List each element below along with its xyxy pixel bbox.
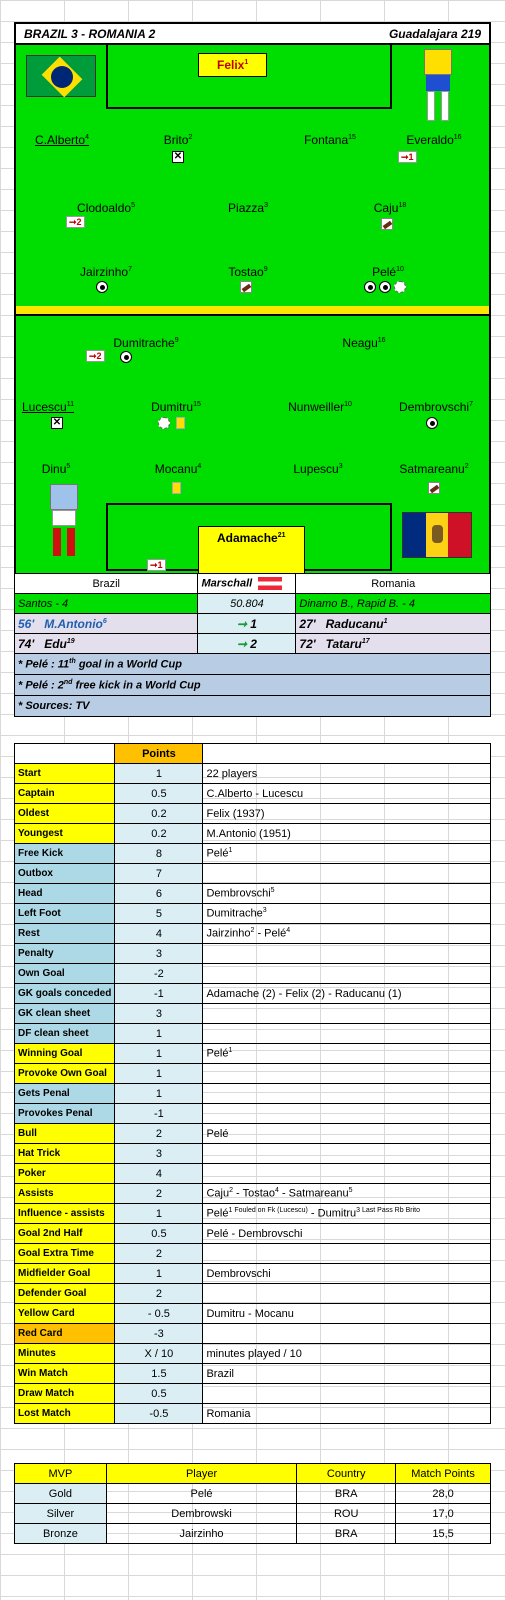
goal-ball-icon bbox=[426, 417, 438, 429]
sub-2-marker: ➞ 2 bbox=[198, 634, 296, 654]
points-detail: Pelé bbox=[203, 1124, 491, 1144]
points-detail bbox=[203, 1064, 491, 1084]
points-row bbox=[15, 1324, 491, 1344]
points-label: Midfielder Goal bbox=[15, 1264, 115, 1284]
points-row bbox=[15, 1204, 491, 1224]
points-detail bbox=[203, 964, 491, 984]
mvp-header: Player bbox=[106, 1464, 297, 1484]
points-row bbox=[15, 1184, 491, 1204]
points-row bbox=[15, 1364, 491, 1384]
points-value: 3 bbox=[115, 1144, 203, 1164]
player-piazza: Piazza$^3$ bbox=[228, 201, 268, 215]
points-detail bbox=[203, 1244, 491, 1264]
sub-arrow-icon: ➞2 bbox=[66, 216, 85, 228]
austria-flag-icon bbox=[258, 577, 282, 590]
points-label: Hat Trick bbox=[15, 1144, 115, 1164]
points-detail: Pelé - Dembrovschi bbox=[203, 1224, 491, 1244]
points-label: Goal 2nd Half bbox=[15, 1224, 115, 1244]
mvp-points: 28,0 bbox=[396, 1484, 491, 1504]
points-value: 6 bbox=[115, 884, 203, 904]
goal-ball-icon bbox=[96, 281, 108, 293]
player-nunweiller: Nunweiller$^{10}$ bbox=[288, 400, 352, 414]
points-label: Start bbox=[15, 764, 115, 784]
points-detail: Pelé$^{1 Fouled on Fk (Lucescu)}$ - Dumitru$^{3 Last Pass Rb Brito}$ bbox=[203, 1204, 491, 1224]
points-row bbox=[15, 1404, 491, 1424]
substitution-cross-icon: ✕ bbox=[52, 417, 62, 428]
points-detail: Caju$^2$ - Tostao$^4$ - Satmareanu$^5$ bbox=[203, 1184, 491, 1204]
points-value: 1 bbox=[115, 1024, 203, 1044]
points-value: 1 bbox=[115, 1204, 203, 1224]
player-dinu: Dinu$^5$ bbox=[41, 462, 71, 476]
match-venue: Guadalajara 219 bbox=[388, 27, 481, 41]
note-1: * Pelé : 11th goal in a World Cup bbox=[15, 654, 491, 675]
points-value: 1 bbox=[115, 764, 203, 784]
player-dumitru: Dumitru$^{15}$ bbox=[151, 400, 201, 414]
net-icon bbox=[394, 281, 406, 293]
away-sub-1: 27' Raducanu$^1$ bbox=[296, 614, 491, 634]
points-label: Goal Extra Time bbox=[15, 1244, 115, 1264]
points-value: X / 10 bbox=[115, 1344, 203, 1364]
points-detail: Dembrovschi$^5$ bbox=[203, 884, 491, 904]
points-detail: Jairzinho$^2$ - Pelé$^4$ bbox=[203, 924, 491, 944]
mvp-table bbox=[14, 1463, 491, 1544]
points-label: Bull bbox=[15, 1124, 115, 1144]
points-detail bbox=[203, 1164, 491, 1184]
points-detail bbox=[203, 1004, 491, 1024]
player-mocanu: Mocanu$^4$ bbox=[154, 462, 202, 476]
player-dumitrache: Dumitrache$^9$ bbox=[113, 336, 179, 350]
substitution-cross-icon: ✕ bbox=[173, 151, 183, 162]
goal-ball-icon bbox=[379, 281, 391, 293]
points-label: Win Match bbox=[15, 1364, 115, 1384]
match-header bbox=[14, 22, 491, 43]
points-detail bbox=[203, 1144, 491, 1164]
sub-arrow-icon: ➞1 bbox=[398, 151, 417, 163]
points-label: Winning Goal bbox=[15, 1044, 115, 1064]
points-detail: Dumitru - Mocanu bbox=[203, 1304, 491, 1324]
points-value: 1 bbox=[115, 1064, 203, 1084]
note-2: * Pelé : 2nd free kick in a World Cup bbox=[15, 675, 491, 696]
points-row bbox=[15, 1224, 491, 1244]
player-neagu: Neagu$^{16}$ bbox=[342, 336, 386, 350]
mvp-player: Jairzinho bbox=[106, 1524, 297, 1544]
player-dembrovschi: Dembrovschi$^7$ bbox=[399, 400, 473, 414]
points-row bbox=[15, 864, 491, 884]
points-label: GK clean sheet bbox=[15, 1004, 115, 1024]
player-lucescu: Lucescu$^{11}$ bbox=[22, 400, 74, 414]
player-jairzinho: Jairzinho$^7$ bbox=[80, 265, 132, 279]
yellow-card-icon bbox=[172, 482, 181, 494]
goal-ball-icon bbox=[120, 351, 132, 363]
points-value: 0.2 bbox=[115, 804, 203, 824]
romania-half-pitch bbox=[14, 314, 491, 580]
points-label: Youngest bbox=[15, 824, 115, 844]
points-row bbox=[15, 924, 491, 944]
romania-kit-icon bbox=[46, 484, 82, 564]
points-header-detail bbox=[203, 744, 491, 764]
points-label: Oldest bbox=[15, 804, 115, 824]
points-detail: Dembrovschi bbox=[203, 1264, 491, 1284]
brazil-flag bbox=[26, 55, 96, 97]
points-label: Minutes bbox=[15, 1344, 115, 1364]
points-label: Red Card bbox=[15, 1324, 115, 1344]
points-row bbox=[15, 1164, 491, 1184]
points-table bbox=[14, 743, 491, 1424]
points-label: DF clean sheet bbox=[15, 1024, 115, 1044]
points-row bbox=[15, 1064, 491, 1084]
points-label: Influence - assists bbox=[15, 1204, 115, 1224]
points-value: 0.5 bbox=[115, 1224, 203, 1244]
points-label: Draw Match bbox=[15, 1384, 115, 1404]
points-row bbox=[15, 944, 491, 964]
points-detail: 22 players bbox=[203, 764, 491, 784]
points-label: Head bbox=[15, 884, 115, 904]
mvp-country: BRA bbox=[297, 1524, 396, 1544]
player-tostao: Tostao$^9$ bbox=[228, 265, 268, 279]
points-value: 1 bbox=[115, 1084, 203, 1104]
points-row bbox=[15, 884, 491, 904]
referee-cell: Marschall bbox=[198, 574, 296, 594]
points-row bbox=[15, 904, 491, 924]
points-row bbox=[15, 1124, 491, 1144]
points-value: 3 bbox=[115, 944, 203, 964]
points-header-blank bbox=[15, 744, 115, 764]
note-3: * Sources: TV bbox=[15, 696, 491, 717]
player-fontana: Fontana$^{15}$ bbox=[304, 133, 356, 147]
points-row bbox=[15, 1344, 491, 1364]
net-icon bbox=[158, 417, 170, 429]
points-label: Own Goal bbox=[15, 964, 115, 984]
romania-goalkeeper: Adamache$^{21}$ ➞1 bbox=[198, 526, 305, 576]
romania-flag bbox=[402, 512, 472, 558]
points-value: 4 bbox=[115, 1164, 203, 1184]
brazil-half-pitch bbox=[14, 43, 491, 308]
points-detail bbox=[203, 864, 491, 884]
points-label: Rest bbox=[15, 924, 115, 944]
points-row bbox=[15, 844, 491, 864]
points-detail: Brazil bbox=[203, 1364, 491, 1384]
points-row bbox=[15, 784, 491, 804]
away-team: Romania bbox=[296, 574, 491, 594]
points-value: -3 bbox=[115, 1324, 203, 1344]
player-everaldo: Everaldo$^{16}$ bbox=[406, 133, 462, 147]
points-label: Defender Goal bbox=[15, 1284, 115, 1304]
points-value: 2 bbox=[115, 1124, 203, 1144]
sub-arrow-icon: ➞1 bbox=[147, 559, 166, 571]
points-label: Left Foot bbox=[15, 904, 115, 924]
points-label: Gets Penal bbox=[15, 1084, 115, 1104]
points-detail: M.Antonio (1951) bbox=[203, 824, 491, 844]
mvp-rank: Gold bbox=[15, 1484, 107, 1504]
mvp-header: MVP bbox=[15, 1464, 107, 1484]
points-value: -1 bbox=[115, 1104, 203, 1124]
points-detail bbox=[203, 1384, 491, 1404]
points-value: - 0.5 bbox=[115, 1304, 203, 1324]
player-clodoaldo: Clodoaldo$^5$ bbox=[77, 201, 135, 215]
mvp-points: 17,0 bbox=[396, 1504, 491, 1524]
player-pele: Pelé$^{10}$ bbox=[372, 265, 404, 279]
points-row bbox=[15, 1104, 491, 1124]
match-title: BRAZIL 3 - ROMANIA 2 bbox=[24, 27, 156, 41]
points-label: GK goals conceded bbox=[15, 984, 115, 1004]
match-result-table bbox=[14, 573, 491, 717]
points-row bbox=[15, 1304, 491, 1324]
attendance: 50.804 bbox=[198, 594, 296, 614]
points-row bbox=[15, 1084, 491, 1104]
points-label: Lost Match bbox=[15, 1404, 115, 1424]
points-value: 0.5 bbox=[115, 1384, 203, 1404]
mvp-country: ROU bbox=[297, 1504, 396, 1524]
player-caju: Caju$^{18}$ bbox=[373, 201, 407, 215]
points-value: -1 bbox=[115, 984, 203, 1004]
points-row bbox=[15, 1384, 491, 1404]
points-value: 0.5 bbox=[115, 784, 203, 804]
brazil-goalkeeper: Felix$^1$ bbox=[198, 53, 267, 77]
points-row bbox=[15, 1264, 491, 1284]
goal-ball-icon bbox=[364, 281, 376, 293]
points-value: 2 bbox=[115, 1284, 203, 1304]
boot-icon bbox=[240, 281, 252, 293]
points-row bbox=[15, 964, 491, 984]
points-detail bbox=[203, 1024, 491, 1044]
points-detail: minutes played / 10 bbox=[203, 1344, 491, 1364]
home-sub-2: 74' Edu$^{19}$ bbox=[15, 634, 198, 654]
points-label: Yellow Card bbox=[15, 1304, 115, 1324]
points-label: Assists bbox=[15, 1184, 115, 1204]
points-value: 1 bbox=[115, 1044, 203, 1064]
points-row bbox=[15, 1004, 491, 1024]
points-detail bbox=[203, 1284, 491, 1304]
points-value: 4 bbox=[115, 924, 203, 944]
points-row bbox=[15, 1284, 491, 1304]
away-sub-2: 72' Tataru$^{17}$ bbox=[296, 634, 491, 654]
home-team: Brazil bbox=[15, 574, 198, 594]
mvp-header: Match Points bbox=[396, 1464, 491, 1484]
mvp-header: Country bbox=[297, 1464, 396, 1484]
boot-icon bbox=[381, 218, 393, 230]
points-value: 2 bbox=[115, 1244, 203, 1264]
mvp-country: BRA bbox=[297, 1484, 396, 1504]
mvp-player: Dembrowski bbox=[106, 1504, 297, 1524]
brazil-kit-icon bbox=[420, 49, 456, 129]
points-value: 2 bbox=[115, 1184, 203, 1204]
mvp-row bbox=[15, 1524, 491, 1544]
points-row bbox=[15, 984, 491, 1004]
mvp-row bbox=[15, 1484, 491, 1504]
points-value: -2 bbox=[115, 964, 203, 984]
mvp-row bbox=[15, 1504, 491, 1524]
points-label: Provoke Own Goal bbox=[15, 1064, 115, 1084]
points-detail: Adamache (2) - Felix (2) - Raducanu (1) bbox=[203, 984, 491, 1004]
points-detail: C.Alberto - Lucescu bbox=[203, 784, 491, 804]
points-value: 0.2 bbox=[115, 824, 203, 844]
mvp-player: Pelé bbox=[106, 1484, 297, 1504]
player-c-alberto: C.Alberto$^4$ bbox=[35, 133, 89, 147]
points-value: 1 bbox=[115, 1264, 203, 1284]
points-value: 7 bbox=[115, 864, 203, 884]
points-label: Outbox bbox=[15, 864, 115, 884]
mvp-rank: Bronze bbox=[15, 1524, 107, 1544]
points-row bbox=[15, 824, 491, 844]
points-row bbox=[15, 764, 491, 784]
points-value: 1.5 bbox=[115, 1364, 203, 1384]
away-coach: Dinamo B., Rapid B. - 4 bbox=[296, 594, 491, 614]
points-detail: Felix (1937) bbox=[203, 804, 491, 824]
points-row bbox=[15, 1144, 491, 1164]
points-label: Provokes Penal bbox=[15, 1104, 115, 1124]
player-brito: Brito$^2$ bbox=[163, 133, 193, 147]
points-value: 5 bbox=[115, 904, 203, 924]
mvp-points: 15,5 bbox=[396, 1524, 491, 1544]
points-detail bbox=[203, 1084, 491, 1104]
sub-1-marker: ➞ 1 bbox=[198, 614, 296, 634]
boot-icon bbox=[428, 482, 440, 494]
points-detail bbox=[203, 1324, 491, 1344]
yellow-card-icon bbox=[176, 417, 185, 429]
points-detail: Dumitrache$^3$ bbox=[203, 904, 491, 924]
points-value: 3 bbox=[115, 1004, 203, 1024]
points-value: -0.5 bbox=[115, 1404, 203, 1424]
points-row bbox=[15, 804, 491, 824]
points-detail: Romania bbox=[203, 1404, 491, 1424]
points-detail bbox=[203, 944, 491, 964]
points-label: Captain bbox=[15, 784, 115, 804]
points-row bbox=[15, 1244, 491, 1264]
sub-arrow-icon: ➞2 bbox=[86, 350, 105, 362]
points-row bbox=[15, 1024, 491, 1044]
points-detail: Pelé$^1$ bbox=[203, 1044, 491, 1064]
points-label: Penalty bbox=[15, 944, 115, 964]
home-sub-1: 56' M.Antonio$^6$ bbox=[15, 614, 198, 634]
home-coach: Santos - 4 bbox=[15, 594, 198, 614]
mvp-rank: Silver bbox=[15, 1504, 107, 1524]
points-detail bbox=[203, 1104, 491, 1124]
points-detail: Pelé$^1$ bbox=[203, 844, 491, 864]
points-row bbox=[15, 1044, 491, 1064]
points-value: 8 bbox=[115, 844, 203, 864]
player-lupescu: Lupescu$^3$ bbox=[293, 462, 343, 476]
player-satmareanu: Satmareanu$^2$ bbox=[399, 462, 469, 476]
points-label: Free Kick bbox=[15, 844, 115, 864]
points-label: Poker bbox=[15, 1164, 115, 1184]
points-header: Points bbox=[115, 744, 203, 764]
